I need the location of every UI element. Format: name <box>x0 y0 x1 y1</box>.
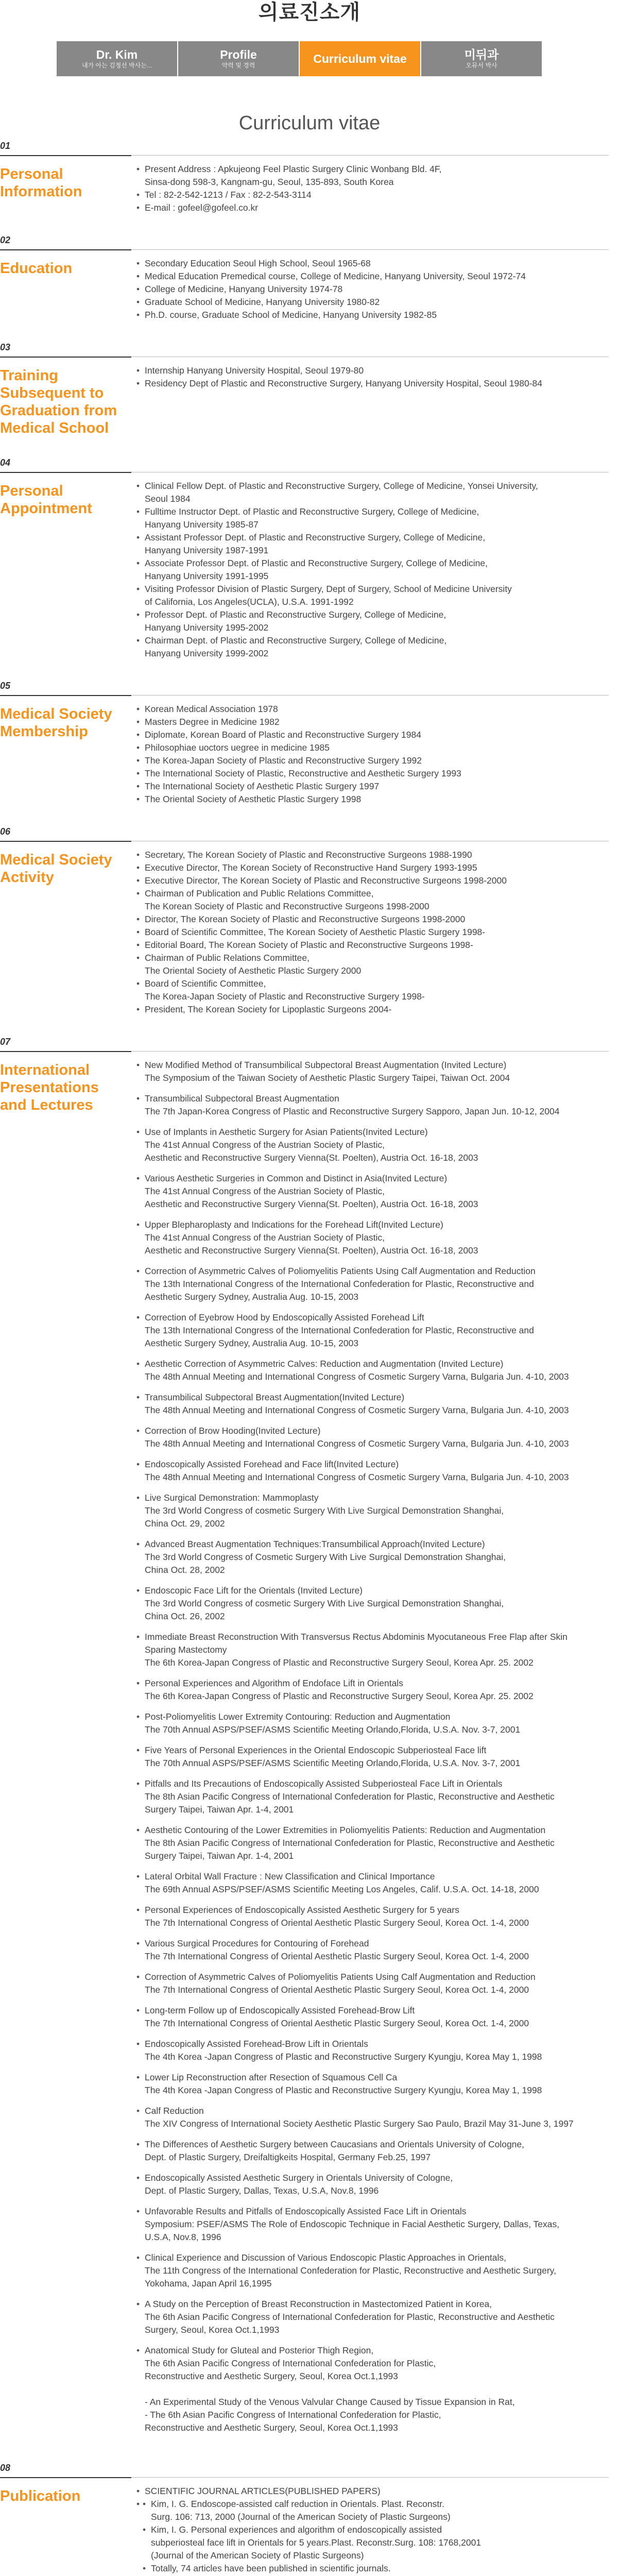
sub-list-item: • • Kim, I. G. Endoscope-assisted calf reduction in Orientals. Plast. Reconstr. Surg. 106: 713, 2000 (Journal of the American Society of Plastic Surgeons) <box>151 2498 609 2523</box>
list-item: • Personal Experiences of Endoscopically Assisted Aesthetic Surgery for 5 years The 7th International Congress of Oriental Aesthetic Plastic Surgery Seoul, Korea Oct. 1-4, 2000 <box>145 1904 609 1929</box>
list-item: • Endoscopic Face Lift for the Orientals (Invited Lecture) The 3rd World Congress of cosmetic Surgery With Live Surgical Demonstration Shanghai, China Oct. 26, 2002 <box>145 1584 609 1623</box>
section-header <box>0 826 131 1016</box>
tab-sublabel: 오뮤서 박사 <box>466 61 497 69</box>
section-rule <box>0 155 131 156</box>
list-item: • Correction of Brow Hooding(Invited Lecture) The 48th Annual Meeting and International Congress of Cosmetic Surgery Varna, Bulgaria Jun. 4-10, 2003 <box>145 1425 609 1450</box>
list-item <box>145 2498 609 2575</box>
section-list <box>131 1059 609 2434</box>
list-item: • Secretary, The Korean Society of Plastic and Reconstructive Surgeons 1988-1990 <box>145 849 609 861</box>
list-item: • Board of Scientific Committee, The Korean Society of Aesthetic Plastic Surgery 1998- <box>145 926 609 939</box>
cv-section <box>0 1037 619 2456</box>
section-header <box>0 141 131 214</box>
list-item: • Lower Lip Reconstruction after Resection of Squamous Cell Ca The 4th Korea -Japan Congress of Plastic and Reconstructive Surgery Kyungju, Korea May 1, 1998 <box>145 2071 609 2097</box>
list-item: • Endoscopically Assisted Aesthetic Surgery in Orientals University of Cologne, Dept. of Plastic Surgery, Dallas, Texas, U.S.A, Nov.8, 1996 <box>145 2172 609 2197</box>
section-list <box>131 2485 609 2575</box>
section-body <box>131 155 619 214</box>
list-item: • Live Surgical Demonstration: Mammoplasty The 3rd World Congress of cosmetic Surgery With Live Surgical Demonstration Shanghai, China Oct. 29, 2002 <box>145 1492 609 1530</box>
list-item: • Associate Professor Dept. of Plastic and Reconstructive Surgery, College of Medicine, Hanyang University 1991-1995 <box>145 557 609 583</box>
list-item: • Graduate School of Medicine, Hanyang University 1980-82 <box>145 296 609 309</box>
tab-1[interactable] <box>178 41 299 76</box>
section-number: 01 <box>0 141 11 151</box>
section-divider <box>131 155 609 156</box>
list-item: • SCIENTIFIC JOURNAL ARTICLES(PUBLISHED PAPERS) <box>145 2485 609 2498</box>
list-item: • Use of Implants in Aesthetic Surgery for Asian Patients(Invited Lecture) The 41st Annual Congress of the Austrian Society of Plastic, Aesthetic and Reconstructive Surgery Vienna(St. Poelten), Austria Oct. 16-18, 2003 <box>145 1126 609 1164</box>
list-item: • A Study on the Perception of Breast Reconstruction in Mastectomized Patient in Korea, The 6th Asian Pacific Congress of International Confederation for Plastic, Reconstructive and Aesthetic Surgery, Seoul, Korea Oct.1,1993 <box>145 2298 609 2336</box>
list-item: • Personal Experiences and Algorithm of Endoface Lift in Orientals The 6th Korea-Japan Congress of Plastic and Reconstructive Surgery Seoul, Korea Apr. 25. 2002 <box>145 1677 609 1703</box>
list-item: • Tel : 82-2-542-1213 / Fax : 82-2-543-3114 <box>145 189 609 201</box>
tab-label: Dr. Kim <box>96 47 138 61</box>
section-title: Education <box>0 260 73 277</box>
list-item: • Chairman Dept. of Plastic and Reconstructive Surgery, College of Medicine, Hanyang University 1999-2002 <box>145 634 609 660</box>
list-item: • Professor Dept. of Plastic and Reconstructive Surgery, College of Medicine, Hanyang University 1995-2002 <box>145 608 609 634</box>
list-item: • Endoscopically Assisted Forehead-Brow Lift in Orientals The 4th Korea -Japan Congress of Plastic and Reconstructive Surgery Kyungju, Korea May 1, 1998 <box>145 2038 609 2063</box>
list-item: • Anatomical Study for Gluteal and Posterior Thigh Region, The 6th Asian Pacific Congress of International Confederation for Plastic, Reconstructive and Aesthetic Surgery, Seoul, Korea Oct.1,1993 - An Experimental Study of the Venous Valvular Change Caused by Tissue Expansion in Rat, - The 6th Asian Pacific Congress of International Confederation for Plastic, Reconstructive and Aesthetic Surgery, Seoul, Korea Oct.1,1993 <box>145 2344 609 2434</box>
list-item: • Director, The Korean Society of Plastic and Reconstructive Surgeons 1998-2000 <box>145 913 609 926</box>
section-list <box>131 364 609 390</box>
section-list <box>131 257 609 321</box>
list-item: • Residency Dept of Plastic and Reconstructive Surgery, Hanyang University Hospital, Seoul 1980-84 <box>145 377 609 390</box>
tab-label: Profile <box>220 47 257 61</box>
cv-section <box>0 457 619 674</box>
section-header <box>0 2463 131 2575</box>
section-list <box>131 703 609 806</box>
section-list <box>131 163 609 214</box>
list-item: • Internship Hanyang University Hospital, Seoul 1979-80 <box>145 364 609 377</box>
section-rule <box>0 1051 131 1052</box>
list-item: • Calf Reduction The XIV Congress of International Society Aesthetic Plastic Surgery Sao Paulo, Brazil May 31-June 3, 1997 <box>145 2105 609 2130</box>
section-header <box>0 235 131 321</box>
section-rule <box>0 2477 131 2478</box>
section-body <box>131 472 619 660</box>
list-item: • Pitfalls and Its Precautions of Endoscopically Assisted Subperiosteal Face Lift in Orientals The 8th Asian Pacific Congress of International Confederation for Plastic, Reconstructive and Aesthetic Surgery Taipei, Taiwan Apr. 1-4, 2001 <box>145 1777 609 1816</box>
list-item: • The International Society of Aesthetic Plastic Surgery 1997 <box>145 780 609 793</box>
tab-sublabel: 내가 아는 김정선 박사는... <box>82 61 152 69</box>
section-number: 05 <box>0 681 11 691</box>
tab-bar <box>57 41 543 76</box>
list-item: • Advanced Breast Augmentation Techniques:Transumbilical Approach(Invited Lecture) The 3rd World Congress of Cosmetic Surgery With Live Surgical Demonstration Shanghai, China Oct. 28, 2002 <box>145 1538 609 1577</box>
list-item: • Correction of Eyebrow Hood by Endoscopically Assisted Forehead Lift The 13th International Congress of the International Confederation for Plastic, Reconstructive and Aesthetic Surgery Sydney, Australia Aug. 10-15, 2003 <box>145 1311 609 1350</box>
section-title: International Presentations and Lectures <box>0 1062 99 1113</box>
section-title: Medical Society Activity <box>0 852 112 886</box>
list-item: • Upper Blepharoplasty and Indications for the Forehead Lift(Invited Lecture) The 41st Annual Congress of the Austrian Society of Plastic, Aesthetic and Reconstructive Surgery Vienna(St. Poelten), Austria Oct. 16-18, 2003 <box>145 1218 609 1257</box>
list-item: • Secondary Education Seoul High School, Seoul 1965-68 <box>145 257 609 270</box>
list-item: • Masters Degree in Medicine 1982 <box>145 716 609 728</box>
cv-section <box>0 141 619 229</box>
section-body <box>131 695 619 806</box>
section-number: 03 <box>0 342 11 352</box>
section-number: 02 <box>0 235 11 245</box>
tab-label: Curriculum vitae <box>313 52 407 65</box>
list-item: • Diplomate, Korean Board of Plastic and Reconstructive Surgery 1984 <box>145 728 609 741</box>
list-item: • E-mail : gofeel@gofeel.co.kr <box>145 201 609 214</box>
section-rule <box>0 841 131 842</box>
list-item: • Present Address : Apkujeong Feel Plastic Surgery Clinic Wonbang Bld. 4F, Sinsa-dong 598-3, Kangnam-gu, Seoul, 135-893, South Korea <box>145 163 609 189</box>
list-item: • The Oriental Society of Aesthetic Plastic Surgery 1998 <box>145 793 609 806</box>
sub-list <box>145 2498 609 2575</box>
list-item: • Post-Poliomyelitis Lower Extremity Contouring: Reduction and Augmentation The 70th Annual ASPS/PSEF/ASMS Scientific Meeting Orlando,Florida, U.S.A. Nov. 3-7, 2001 <box>145 1710 609 1736</box>
list-item: • Lateral Orbital Wall Fracture : New Classification and Clinical Importance The 69th Annual ASPS/PSEF/ASMS Scientific Meeting Los Angeles, Calif. U.S.A. Oct. 14-18, 2000 <box>145 1870 609 1896</box>
section-title: Personal Information <box>0 166 82 200</box>
section-header <box>0 1037 131 2442</box>
cv-section <box>0 681 619 820</box>
main-heading: Curriculum vitae <box>238 112 381 134</box>
section-divider <box>131 2477 609 2478</box>
list-item: • Korean Medical Association 1978 <box>145 703 609 716</box>
list-item: • Transumbilical Subpectoral Breast Augmentation(Invited Lecture) The 48th Annual Meeting and International Congress of Cosmetic Surgery Varna, Bulgaria Jun. 4-10, 2003 <box>145 1391 609 1417</box>
list-item: • Aesthetic Correction of Asymmetric Calves: Reduction and Augmentation (Invited Lecture) The 48th Annual Meeting and International Congress of Cosmetic Surgery Varna, Bulgaria Jun. 4-10, 2003 <box>145 1358 609 1383</box>
section-body <box>131 249 619 321</box>
list-item: • Ph.D. course, Graduate School of Medicine, Hanyang University 1982-85 <box>145 309 609 321</box>
list-item: • The International Society of Plastic, Reconstructive and Aesthetic Surgery 1993 <box>145 767 609 780</box>
section-body <box>131 1051 619 2442</box>
cv-section <box>0 342 619 451</box>
section-list <box>131 849 609 1016</box>
section-rule <box>0 357 131 358</box>
section-rule <box>0 249 131 250</box>
tab-2[interactable] <box>300 41 420 76</box>
sub-list-item: • Totally, 74 articles have been published in scientific journals. <box>151 2562 609 2575</box>
section-header <box>0 457 131 660</box>
list-item: • Long-term Follow up of Endoscopically Assisted Forehead-Brow Lift The 7th International Congress of Oriental Aesthetic Plastic Surgery Seoul, Korea Oct. 1-4, 2000 <box>145 2004 609 2030</box>
list-item: • Five Years of Personal Experiences in the Oriental Endoscopic Subperiosteal Face lift The 70th Annual ASPS/PSEF/ASMS Scientific Meeting Orlando,Florida, U.S.A. Nov. 3-7, 2001 <box>145 1744 609 1770</box>
section-body <box>131 357 619 437</box>
section-divider <box>131 695 609 696</box>
list-item: • The Korea-Japan Society of Plastic and Reconstructive Surgery 1992 <box>145 754 609 767</box>
page-header <box>0 0 619 67</box>
list-item: • The Differences of Aesthetic Surgery between Caucasians and Orientals University of Cologne, Dept. of Plastic Surgery, Dreifaltigkeits Hospital, Germany Feb.25, 1997 <box>145 2138 609 2164</box>
sub-list-item: • Kim, I. G. Personal experiences and algorithm of endoscopically assisted subperiosteal face lift in Orientals for 5 years.Plast. Reconstr.Surg. 108: 1768,2001 (Journal of the American Society of Plastic Surgeons) <box>151 2523 609 2562</box>
list-item: • Chairman of Publication and Public Relations Committee, The Korean Society of Plastic and Reconstructive Surgeons 1998-2000 <box>145 887 609 913</box>
cv-section <box>0 2463 619 2576</box>
section-header <box>0 681 131 806</box>
list-item: • Philosophiae uoctors uegree in medicine 1985 <box>145 741 609 754</box>
list-item: • Various Surgical Procedures for Contouring of Forehead The 7th International Congress of Oriental Aesthetic Plastic Surgery Seoul, Korea Oct. 1-4, 2000 <box>145 1937 609 1963</box>
list-item: • Chairman of Public Relations Committee, The Oriental Society of Aesthetic Plastic Surgery 2000 <box>145 952 609 977</box>
list-item: • Aesthetic Contouring of the Lower Extremities in Poliomyelitis Patients: Reduction and Augmentation The 8th Asian Pacific Congress of International Confederation for Plastic, Reconstructive and Aesthetic Surgery Taipei, Taiwan Apr. 1-4, 2001 <box>145 1824 609 1862</box>
section-divider <box>131 249 609 250</box>
section-number: 08 <box>0 2463 11 2473</box>
page-title: 의료진소개 <box>258 1 361 24</box>
tab-0[interactable] <box>57 41 177 76</box>
section-title: Medical Society Membership <box>0 706 112 740</box>
section-number: 06 <box>0 826 11 837</box>
list-item: • Medical Education Premedical course, College of Medicine, Hanyang University, Seoul 1972-74 <box>145 270 609 283</box>
list-item: • President, The Korean Society for Lipoplastic Surgeons 2004- <box>145 1003 609 1016</box>
list-item: • Transumbilical Subpectoral Breast Augmentation The 7th Japan-Korea Congress of Plastic and Reconstructive Surgery Sapporo, Japan Jun. 10-12, 2004 <box>145 1092 609 1118</box>
list-item: • Executive Director, The Korean Society of Plastic and Reconstructive Surgeons 1998-2000 <box>145 874 609 887</box>
list-item: • New Modified Method of Transumbilical Subpectoral Breast Augmentation (Invited Lecture) The Symposium of the Taiwan Society of Aesthetic Plastic Surgery Taipei, Taiwan Oct. 2004 <box>145 1059 609 1084</box>
section-rule <box>0 695 131 696</box>
list-item: • Correction of Asymmetric Calves of Poliomyelitis Patients Using Calf Augmentation and Reduction The 7th International Congress of Oriental Aesthetic Plastic Surgery Seoul, Korea Oct. 1-4, 2000 <box>145 1971 609 1996</box>
tab-label: 미뒤과 <box>464 47 499 61</box>
cv-section <box>0 826 619 1030</box>
section-header <box>0 342 131 437</box>
list-item: • Various Aesthetic Surgeries in Common and Distinct in Asia(Invited Lecture) The 41st Annual Congress of the Austrian Society of Plastic, Aesthetic and Reconstructive Surgery Vienna(St. Poelten), Austria Oct. 16-18, 2003 <box>145 1172 609 1211</box>
cv-section <box>0 235 619 336</box>
section-body <box>131 841 619 1016</box>
section-list <box>131 480 609 660</box>
list-item: • Immediate Breast Reconstruction With Transversus Rectus Abdominis Myocutaneous Free Flap after Skin Sparing Mastectomy The 6th Korea-Japan Congress of Plastic and Reconstructive Surgery Seoul, Korea Apr. 25. 2002 <box>145 1631 609 1669</box>
section-title: Personal Appointment <box>0 483 92 517</box>
list-item: • Correction of Asymmetric Calves of Poliomyelitis Patients Using Calf Augmentation and Reduction The 13th International Congress of the International Confederation for Plastic, Reconstructive and Aesthetic Surgery Sydney, Australia Aug. 10-15, 2003 <box>145 1265 609 1303</box>
list-item: • Assistant Professor Dept. of Plastic and Reconstructive Surgery, College of Medicine, Hanyang University 1987-1991 <box>145 531 609 557</box>
list-item: • Visiting Professor Division of Plastic Surgery, Dept of Surgery, School of Medicine University of California, Los Angeles(UCLA), U.S.A. 1991-1992 <box>145 583 609 608</box>
list-item: • Executive Director, The Korean Society of Reconstructive Hand Surgery 1993-1995 <box>145 861 609 874</box>
tab-sublabel: 약력 및 경력 <box>221 61 255 69</box>
section-rule <box>0 472 131 473</box>
list-item: • Board of Scientific Committee, The Korea-Japan Society of Plastic and Reconstructive Surgery 1998- <box>145 977 609 1003</box>
section-body <box>131 2477 619 2575</box>
section-title: Training Subsequent to Graduation from Medical School <box>0 367 117 436</box>
section-number: 04 <box>0 457 11 468</box>
tab-3[interactable] <box>421 41 542 76</box>
list-item: • Unfavorable Results and Pitfalls of Endoscopically Assisted Face Lift in Orientals Symposium: PSEF/ASMS The Role of Endoscopic Technique in Facial Aesthetic Surgery, Dallas, Texas, U.S.A, Nov.8, 1996 <box>145 2205 609 2244</box>
section-number: 07 <box>0 1037 11 1047</box>
cv-sections <box>0 141 619 2576</box>
list-item: • Fulltime Instructor Dept. of Plastic and Reconstructive Surgery, College of Medicine, Hanyang University 1985-87 <box>145 505 609 531</box>
list-item: • Endoscopically Assisted Forehead and Face lift(Invited Lecture) The 48th Annual Meeting and International Congress of Cosmetic Surgery Varna, Bulgaria Jun. 4-10, 2003 <box>145 1458 609 1484</box>
list-item: • Editorial Board, The Korean Society of Plastic and Reconstructive Surgeons 1998- <box>145 939 609 952</box>
section-title: Publication <box>0 2488 81 2504</box>
list-item: • College of Medicine, Hanyang University 1974-78 <box>145 283 609 296</box>
list-item: • Clinical Fellow Dept. of Plastic and Reconstructive Surgery, College of Medicine, Yonsei University, Seoul 1984 <box>145 480 609 505</box>
section-divider <box>131 1051 609 1052</box>
list-item: • Clinical Experience and Discussion of Various Endoscopic Plastic Approaches in Orientals, The 11th Congress of the International Confederation for Plastic, Reconstructive and Aesthetic Surgery, Yokohama, Japan April 16,1995 <box>145 2251 609 2290</box>
